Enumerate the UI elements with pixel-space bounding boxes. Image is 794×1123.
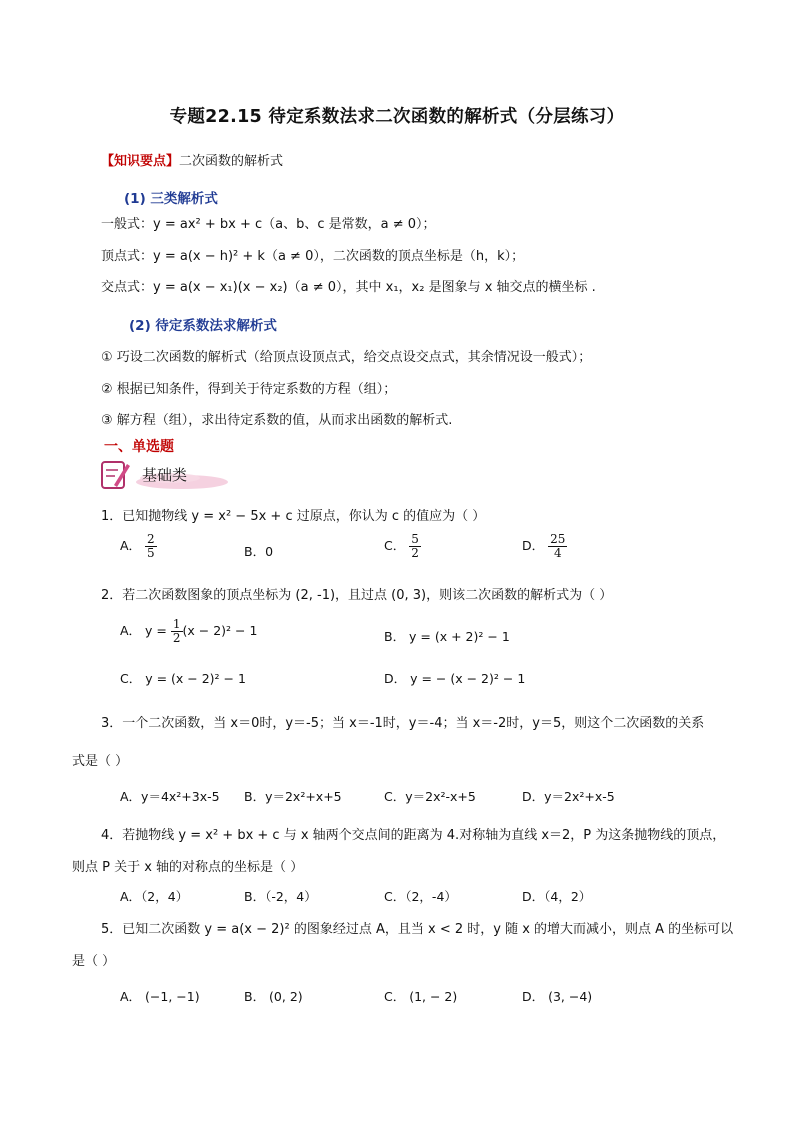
q3-option-a: A．y＝4x²+3x-5 [120, 789, 220, 804]
knowledge-label: 二次函数的解析式 [179, 154, 284, 169]
q3-option-b: B．y＝2x²+x+5 [244, 789, 342, 804]
question-4-stem-line2: 则点 P 关于 x 轴的对称点的坐标是（ ） [72, 860, 304, 875]
q3-option-c: C．y＝2x²-x+5 [384, 789, 476, 804]
question-3-stem-line2: 式是（ ） [72, 754, 129, 769]
q1-option-b: B．0 [244, 544, 274, 559]
q2-option-b: B． y = (x + 2)² − 1 [384, 629, 510, 644]
knowledge-points-heading [101, 150, 283, 169]
q2-option-c: C． y = (x − 2)² − 1 [120, 671, 246, 686]
banner-label: 基础类 [142, 466, 188, 484]
question-5-stem-line2: 是（ ） [72, 954, 116, 969]
q2-option-d: D． y = − (x − 2)² − 1 [384, 671, 526, 686]
q4-option-b: B．（-2，4） [244, 889, 317, 904]
vertex-form: 顶点式：y = a(x − h)² + k（a ≠ 0），二次函数的顶点坐标是（h，k）； [101, 249, 525, 264]
question-4-stem-line1: 4．若抛物线 y = x² + bx + c 与 x 轴两个交点间的距离为 4.对称轴为直线 x＝2，P 为这条抛物线的顶点， [101, 828, 726, 843]
question-2-stem: 2．若二次函数图象的顶点坐标为 (2, -1)，且过点 (0, 3)，则该二次函数的解析式为（ ） [101, 588, 613, 603]
question-5-stem-line1: 5．已知二次函数 y = a(x − 2)² 的图象经过点 A，且当 x < 2 时，y 随 x 的增大而减小，则点 A 的坐标可以 [101, 922, 734, 937]
q5-option-c: C． (1, − 2) [384, 989, 458, 1004]
q2-option-a: A． y = $\frac{1}{2}$ (x − 2)² − 1 [120, 617, 258, 645]
page-title: 专题22.15 待定系数法求二次函数的解析式（分层练习） [169, 107, 625, 127]
fraction: $\frac{1}{2}$ [172, 617, 181, 645]
question-1-stem: 1．已知抛物线 y = x² − 5x + c 过原点，你认为 c 的值应为（ ） [101, 509, 486, 524]
question-3-stem-line1: 3．一个二次函数，当 x＝0时，y＝-5；当 x＝-1时，y＝-4；当 x＝-2时，y＝5，则这个二次函数的关系 [101, 716, 705, 731]
part1-heading: (1) 三类解析式 [124, 191, 218, 207]
fraction: $\frac{25}{4}$ [550, 532, 566, 560]
knowledge-bracket: 【知识要点】 [101, 154, 180, 169]
q5-option-b: B． (0, 2) [244, 989, 303, 1004]
section-heading: 一、单选题 [104, 439, 174, 455]
q1-option-c: C． $\frac{5}{2}$ [384, 532, 419, 560]
q4-option-d: D．（4，2） [522, 889, 592, 904]
q1-option-a: A． $\frac{2}{5}$ [120, 532, 155, 560]
banner [100, 458, 230, 492]
q4-option-c: C．（2，-4） [384, 889, 457, 904]
fraction: $\frac{2}{5}$ [147, 532, 155, 560]
method-step-2: ② 根据已知条件，得到关于待定系数的方程（组）； [101, 382, 397, 397]
q5-option-a: A． (−1, −1) [120, 989, 200, 1004]
general-form: 一般式：y = ax² + bx + c（a、b、c 是常数，a ≠ 0）； [101, 217, 436, 232]
q1-option-d: D． $\frac{25}{4}$ [522, 532, 566, 560]
fraction: $\frac{5}{2}$ [411, 532, 419, 560]
method-step-1: ① 巧设二次函数的解析式（给顶点设顶点式，给交点设交点式，其余情况设一般式）； [101, 350, 592, 365]
q3-option-d: D．y＝2x²+x-5 [522, 789, 615, 804]
q5-option-d: D． (3, −4) [522, 989, 593, 1004]
part2-heading: (2) 待定系数法求解析式 [129, 318, 277, 334]
method-step-3: ③ 解方程（组），求出待定系数的值，从而求出函数的解析式. [101, 413, 453, 428]
intercept-form: 交点式：y = a(x − x₁)(x − x₂)（a ≠ 0），其中 x₁，x₂ 是图象与 x 轴交点的横坐标 . [101, 280, 596, 295]
q4-option-a: A．（2，4） [120, 889, 189, 904]
